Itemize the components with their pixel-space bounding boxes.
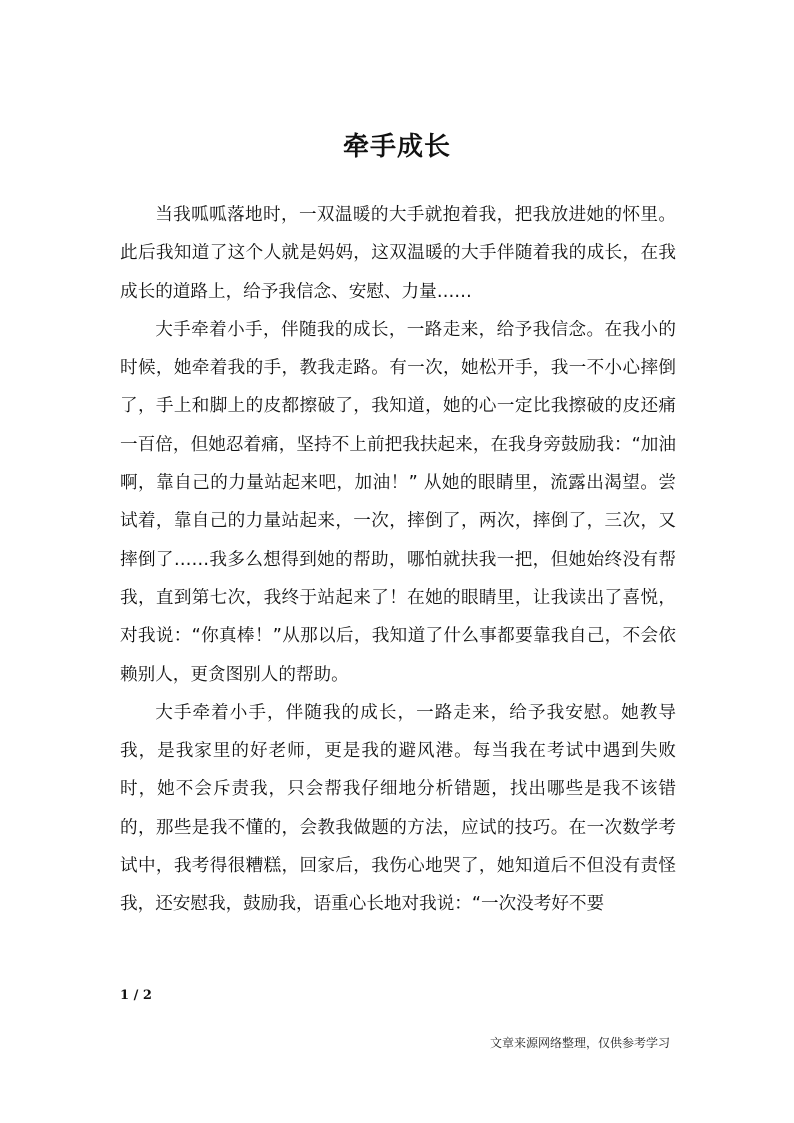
footer-note: 文章来源网络整理，仅供参考学习 xyxy=(489,1036,670,1050)
paragraph: 大手牵着小手，伴随我的成长，一路走来，给予我安慰。她教导我，是我家里的好老师，更是我的避风港。每当我在考试中遇到失败时，她不会斥责我，只会帮我仔细地分析错题，找出哪些是我不该错的，那些是我不懂的，会教我做题的方法，应试的技巧。在一次数学考试中，我考得很糟糕，回家后，我伤心地哭了，她知道后不但没有责怪我，还安慰我，鼓励我，语重心长地对我说：“一次没考好不要 xyxy=(120,702,676,915)
paragraph: 大手牵着小手，伴随我的成长，一路走来，给予我信念。在我小的时候，她牵着我的手，教我走路。有一次，她松开手，我一不小心摔倒了，手上和脚上的皮都擦破了，我知道，她的心一定比我擦破的皮还痛一百倍，但她忍着痛，坚持不上前把我扶起来，在我身旁鼓励我：“加油啊，靠自己的力量站起来吧，加油！” 从她的眼睛里，流露出渴望。尝试着，靠自己的力量站起来，一次，摔倒了，两次，摔倒了，三次，又摔倒了……我多么想得到她的帮助，哪怕就扶我一把，但她始终没有帮我，直到第七次，我终于站起来了！在她的眼睛里，让我读出了喜悦，对我说：“你真棒！”从那以后，我知道了什么事都要靠我自己，不会依赖别人，更贪图别人的帮助。 xyxy=(120,319,676,685)
page-number: 1 / 2 xyxy=(120,988,152,1003)
document-body xyxy=(120,196,676,924)
document-title: 牵手成长 xyxy=(342,132,451,162)
paragraph: 当我呱呱落地时，一双温暖的大手就抱着我，把我放进她的怀里。此后我知道了这个人就是妈妈，这双温暖的大手伴随着我的成长，在我成长的道路上，给予我信念、安慰、力量…… xyxy=(120,205,676,302)
